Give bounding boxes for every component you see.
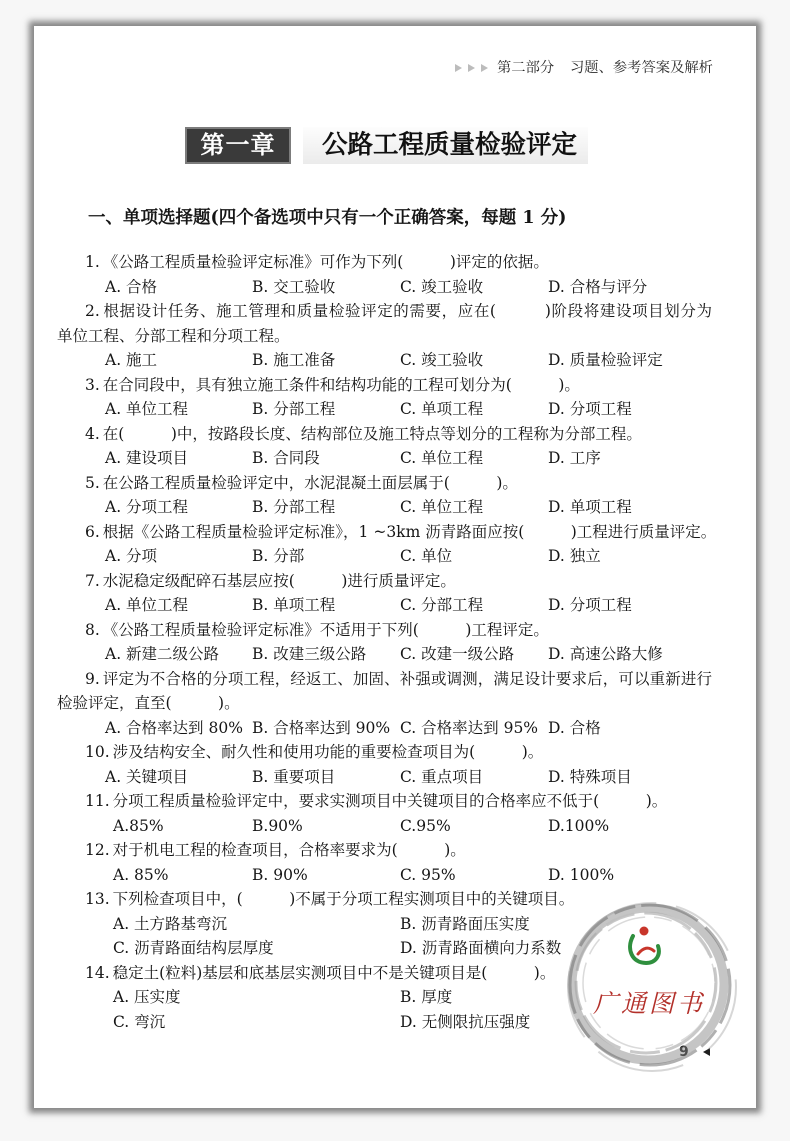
option-a: A. 单位工程 <box>105 596 189 614</box>
option-b: B. 合同段 <box>252 449 320 467</box>
option-a: A. 关键项目 <box>105 767 189 786</box>
option-d: D. 独立 <box>548 547 601 565</box>
option-c: C. 竣工验收 <box>400 351 484 369</box>
question-text: 在合同段中，具有独立施工条件和结构功能的工程可划分为( )。 <box>102 375 580 394</box>
question-text: 《公路工程质量检验评定标准》不适用于下列( )工程评定。 <box>102 620 549 639</box>
question-1 <box>57 250 712 299</box>
option-c: C. 单项工程 <box>400 400 484 418</box>
option-b: B. 改建三级公路 <box>252 645 367 663</box>
page-number: 9 <box>679 1044 689 1060</box>
question-text: 分项工程质量检验评定中，要求实测项目中关键项目的合格率应不低于( )。 <box>112 792 668 810</box>
question-text: 在公路工程质量检验评定中，水泥混凝土面层属于( )。 <box>102 473 518 492</box>
option-b: B. 交工验收 <box>252 277 336 296</box>
question-text: 《公路工程质量检验评定标准》可作为下列( )评定的依据。 <box>102 253 549 271</box>
arrow-icon <box>468 64 475 72</box>
option-b: B. 单项工程 <box>252 596 336 614</box>
stamp-text: 广通图书 <box>592 989 706 1018</box>
chapter-title: 公路工程质量检验评定 <box>303 127 588 164</box>
option-b: B. 分部工程 <box>252 498 336 516</box>
option-d: D. 质量检验评定 <box>548 351 663 369</box>
option-b: B. 合格率达到 90% <box>252 718 391 737</box>
question-text: 涉及结构安全、耐久性和使用功能的重要检查项目为( )。 <box>112 743 544 761</box>
question-text: 根据设计任务、施工管理和质量检验评定的需要，应在( )阶段将建设项目划分为 <box>102 302 712 320</box>
question-list <box>57 250 717 1034</box>
question-text: 稳定土(粒料)基层和底基层实测项目中不是关键项目是( )。 <box>112 963 556 982</box>
options-row <box>57 544 712 569</box>
chapter-label: 第一章 <box>185 127 291 164</box>
option-a: A. 建设项目 <box>105 449 189 467</box>
question-12 <box>57 838 712 887</box>
option-b: B. 分部工程 <box>252 400 336 418</box>
question-stem <box>57 373 712 398</box>
question-5 <box>57 471 712 520</box>
question-stem <box>57 250 712 275</box>
option-d: D. 合格与评分 <box>548 277 648 296</box>
option-a: A. 施工 <box>105 351 158 369</box>
option-a: A. 压实度 <box>113 988 181 1006</box>
options-row <box>57 1010 712 1035</box>
option-a: A. 合格率达到 80% <box>105 718 243 737</box>
section-title: 一、单项选择题 <box>88 208 211 228</box>
question-11 <box>57 789 712 838</box>
question-stem <box>57 961 712 986</box>
option-b: B. 分部 <box>252 547 305 565</box>
option-d: D. 合格 <box>548 718 601 737</box>
option-b: B. 施工准备 <box>252 351 336 369</box>
option-d: D. 分项工程 <box>548 596 632 614</box>
question-4 <box>57 422 712 471</box>
question-stem <box>57 789 712 814</box>
options-row <box>57 814 712 839</box>
question-number: 14. <box>85 963 110 982</box>
option-b: B. 沥青路面压实度 <box>400 914 530 933</box>
option-d: D. 分项工程 <box>548 400 632 418</box>
question-number: 4. <box>85 424 100 443</box>
question-text-continued: 检验评定，直至( )。 <box>57 694 240 712</box>
options-row <box>57 936 712 961</box>
question-text: 下列检查项目中，( )不属于分项工程实测项目中的关键项目。 <box>112 890 575 908</box>
question-number: 8. <box>85 620 100 639</box>
question-text: 评定为不合格的分项工程，经返工、加固、补强或调测，满足设计要求后，可以重新进行 <box>102 669 712 688</box>
question-number: 6. <box>85 522 100 541</box>
option-b: B. 90% <box>252 865 308 884</box>
options-row <box>57 446 712 471</box>
header-title: 习题、参考答案及解析 <box>570 60 713 76</box>
question-number: 5. <box>85 473 100 492</box>
question-stem <box>57 667 712 692</box>
option-d: D. 单项工程 <box>548 498 632 516</box>
question-14 <box>57 961 712 1035</box>
section-heading <box>88 206 566 230</box>
options-row <box>57 765 712 790</box>
question-number: 7. <box>85 571 100 590</box>
options-row <box>57 593 712 618</box>
options-row <box>57 397 712 422</box>
option-c: C. 重点项目 <box>400 767 484 786</box>
option-d: D. 特殊项目 <box>548 767 632 786</box>
section-note: (四个备选项中只有一个正确答案，每题 1 分) <box>210 208 567 228</box>
question-number: 10. <box>85 743 110 761</box>
question-stem <box>57 299 712 324</box>
option-a: A. 土方路基弯沉 <box>113 914 228 933</box>
option-c: C. 弯沉 <box>113 1012 166 1031</box>
option-d: D. 无侧限抗压强度 <box>400 1012 531 1031</box>
question-text: 对于机电工程的检查项目，合格率要求为( )。 <box>112 841 466 859</box>
option-b: B.90% <box>252 816 303 835</box>
question-8 <box>57 618 712 667</box>
question-number: 9. <box>85 669 100 688</box>
options-row <box>57 863 712 888</box>
options-row <box>57 348 712 373</box>
option-a: A.85% <box>113 816 164 835</box>
option-c: C.95% <box>400 816 451 835</box>
options-row <box>57 275 712 300</box>
running-header <box>455 59 717 77</box>
option-c: C. 合格率达到 95% <box>400 718 539 737</box>
question-stem <box>57 838 712 863</box>
option-c: C. 单位工程 <box>400 498 484 516</box>
arrow-icon <box>455 64 462 72</box>
option-c: C. 改建一级公路 <box>400 645 515 663</box>
option-c: C. 沥青路面结构层厚度 <box>113 939 274 957</box>
option-c: C. 竣工验收 <box>400 277 484 296</box>
question-6 <box>57 520 717 569</box>
options-row <box>57 495 712 520</box>
question-stem <box>57 471 712 496</box>
option-d: D. 高速公路大修 <box>548 645 663 663</box>
question-stem <box>57 618 712 643</box>
question-stem <box>57 520 717 545</box>
header-part-label: 第二部分 <box>497 60 555 76</box>
option-d: D. 100% <box>548 865 615 884</box>
option-b: B. 重要项目 <box>252 767 336 786</box>
option-a: A. 分项 <box>105 547 158 565</box>
question-3 <box>57 373 712 422</box>
option-d: D.100% <box>548 816 610 835</box>
question-number: 13. <box>85 890 110 908</box>
option-b: B. 厚度 <box>400 988 453 1006</box>
question-number: 2. <box>85 302 100 320</box>
option-c: C. 分部工程 <box>400 596 484 614</box>
question-13 <box>57 887 712 961</box>
question-text: 水泥稳定级配碎石基层应按( )进行质量评定。 <box>102 571 456 590</box>
question-text-continued: 单位工程、分部工程和分项工程。 <box>57 326 290 345</box>
options-row <box>57 985 712 1010</box>
question-stem <box>57 569 712 594</box>
arrow-icon <box>481 64 488 72</box>
options-row <box>57 642 712 667</box>
question-text: 在( )中，按路段长度、结构部位及施工特点等划分的工程称为分部工程。 <box>102 424 642 443</box>
option-a: A. 85% <box>113 865 169 884</box>
option-a: A. 合格 <box>105 277 158 296</box>
question-stem <box>57 887 712 912</box>
option-d: D. 工序 <box>548 449 601 467</box>
option-c: C. 单位 <box>400 547 453 565</box>
question-2 <box>57 299 712 373</box>
option-c: C. 单位工程 <box>400 449 484 467</box>
option-a: A. 分项工程 <box>105 498 189 516</box>
question-number: 1. <box>85 253 100 271</box>
option-c: C. 95% <box>400 865 456 884</box>
option-a: A. 单位工程 <box>105 400 189 418</box>
question-10 <box>57 740 712 789</box>
option-d: D. 沥青路面横向力系数 <box>400 939 562 957</box>
question-number: 11. <box>85 792 110 810</box>
options-row <box>57 912 712 937</box>
left-arrow-icon <box>703 1048 710 1056</box>
question-stem <box>57 422 712 447</box>
option-a: A. 新建二级公路 <box>105 645 220 663</box>
question-7 <box>57 569 712 618</box>
question-text: 根据《公路工程质量检验评定标准》，1 ~3km 沥青路面应按( )工程进行质量评定。 <box>102 522 717 541</box>
question-9 <box>57 667 712 741</box>
question-stem <box>57 740 712 765</box>
options-row <box>57 716 712 741</box>
question-number: 3. <box>85 375 100 394</box>
question-number: 12. <box>85 841 110 859</box>
